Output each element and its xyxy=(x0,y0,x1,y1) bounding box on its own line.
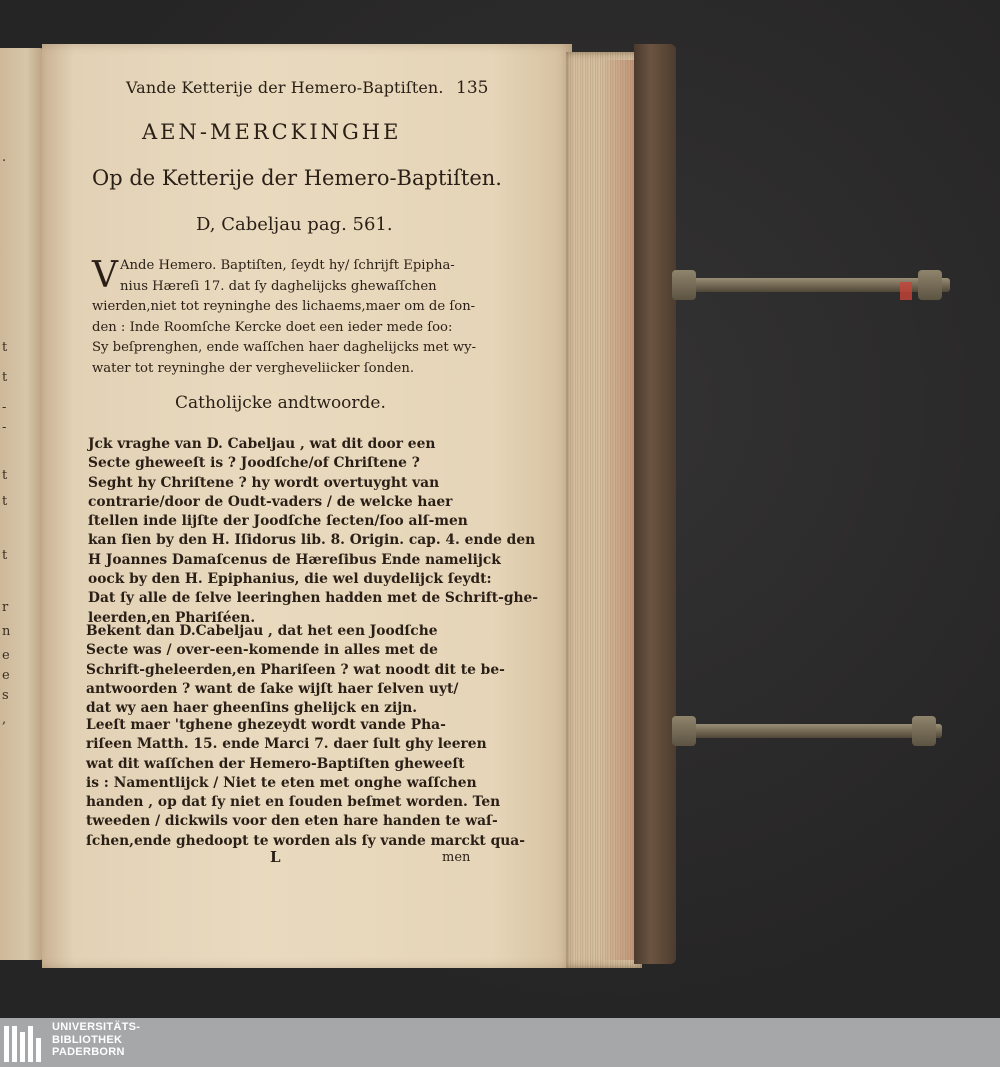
margin-letter: t xyxy=(2,468,8,483)
text-line: Dat ſy alle de ſelve leeringhen hadden met de Schrift-ghe- xyxy=(88,590,539,607)
text-line: water tot reyninghe der vergheveliicker ſonden. xyxy=(92,360,415,376)
margin-letter: t xyxy=(2,370,8,385)
running-head: Vande Ketterije der Hemero-Baptiſten. xyxy=(126,78,444,97)
text-line: kan ſien by den H. Iſidorus lib. 8. Origin. cap. 4. ende den xyxy=(88,532,536,549)
left-page-margin-letters xyxy=(0,48,44,960)
margin-letter: s xyxy=(2,688,9,703)
text-line: antwoorden ? want de ſake wijſt haer ſelven uyt/ xyxy=(86,680,459,697)
subheading: Op de Ketterije der Hemero-Baptiſten. xyxy=(92,166,502,190)
drop-cap: V xyxy=(92,255,118,296)
text-line: Secte ghewееſt is ? Joodſche/of Chriſtene ? xyxy=(88,455,420,472)
margin-letter: t xyxy=(2,548,8,563)
text-line: Secte was / over-een-komende in alles met de xyxy=(86,642,438,659)
text-line: H Joannes Damaſcenus de Hæreſibus Ende namelijck xyxy=(88,551,501,568)
library-logo-icon xyxy=(4,1022,44,1062)
text-line: Leeſt maer 'tghene ghezeydt wordt vande Pha- xyxy=(86,717,446,733)
back-cover xyxy=(634,44,676,964)
text-line: wat dit waſſchen der Hemero-Baptiſten gheweeſt xyxy=(86,755,465,772)
text-line: den : Inde Roomſche Kercke doet een ieder mede ſoo: xyxy=(92,319,453,335)
heading: AEN-MERCKINGHE xyxy=(142,120,402,144)
text-line: Bekent dan D.Cabeljau , dat het een Joodſche xyxy=(86,623,438,639)
text-line: Schrift-gheleerden,en Phariſeen ? wat noodt dit te be- xyxy=(86,661,505,678)
text-line: ſtellen inde lijſte der Joodſche ſecten/ſoo alſ-men xyxy=(88,513,468,530)
margin-letter: . xyxy=(2,150,7,165)
text-line: ſchen,ende ghedoopt te worden als ſy vande marckt qua- xyxy=(86,832,525,849)
paragraph-3 xyxy=(86,622,505,718)
margin-letter: t xyxy=(2,340,8,355)
library-name-line-3: PADERBORN xyxy=(52,1046,125,1058)
text-line: Seght hy Chriſtene ? hy wordt overtuyght van xyxy=(88,474,440,491)
margin-letter: n xyxy=(2,624,11,639)
left-page-edge xyxy=(0,48,44,960)
text-line: wierden,niet tot reyninghe des lichaems,maer om de ſon- xyxy=(92,299,476,315)
lower-clasp xyxy=(672,716,942,746)
reference-line: D, Cabeljau pag. 561. xyxy=(196,214,393,235)
text-line: nius Hæreſi 17. dat ſy daghelijcks ghewaſſchen xyxy=(120,278,437,294)
library-name xyxy=(52,1021,140,1059)
text-line: riſeen Matth. 15. ende Marci 7. daer ſult ghy leeren xyxy=(86,736,487,753)
text-line: is : Namentlijck / Niet te eten met onghe waſſchen xyxy=(86,774,477,791)
section-heading: Catholijcke andtwoorde. xyxy=(175,393,386,413)
text-line: Jck vraghe van D. Cabeljau , wat dit door een xyxy=(88,436,436,452)
paragraph-4 xyxy=(86,716,525,851)
text-line: handen , op dat ſy niet en ſouden beſmet worden. Ten xyxy=(86,794,501,811)
margin-letter: r xyxy=(2,600,9,615)
margin-letter: - xyxy=(2,400,7,415)
paragraph-1 xyxy=(92,256,476,380)
catchword: men xyxy=(442,850,471,865)
text-line: leerden,en Phariſéen. xyxy=(88,609,256,626)
paragraph-2 xyxy=(88,435,538,628)
text-line: oock by den H. Epiphanius, die wel duydelijck ſeydt: xyxy=(88,571,492,588)
text-line: tweeden / dickwils voor den eten hare handen te waſ- xyxy=(86,813,498,830)
text-line: Ande Hemero. Baptiſten, ſeydt hy/ ſchrijft Epipha- xyxy=(120,258,455,273)
signature-mark: L xyxy=(270,848,281,866)
text-line: contrarie/door de Oudt-vaders / de welcke haer xyxy=(88,493,453,510)
library-footer xyxy=(0,1018,1000,1067)
text-line: Sy beſprenghen, ende waſſchen haer daghelijcks met wy- xyxy=(92,340,477,356)
margin-letter: - xyxy=(2,420,7,435)
margin-letter: e xyxy=(2,668,10,683)
margin-letter: t xyxy=(2,494,8,509)
page-number: 135 xyxy=(456,78,489,98)
upper-clasp xyxy=(672,270,950,300)
margin-letter: e xyxy=(2,648,10,663)
margin-letter: , xyxy=(2,712,7,727)
library-name-line-2: BIBLIOTHEK xyxy=(52,1033,123,1046)
library-name-line-1: UNIVERSITÄTS- xyxy=(52,1021,141,1033)
text-line: dat wy aen haer gheenſins ghelijck en zijn. xyxy=(86,700,418,717)
